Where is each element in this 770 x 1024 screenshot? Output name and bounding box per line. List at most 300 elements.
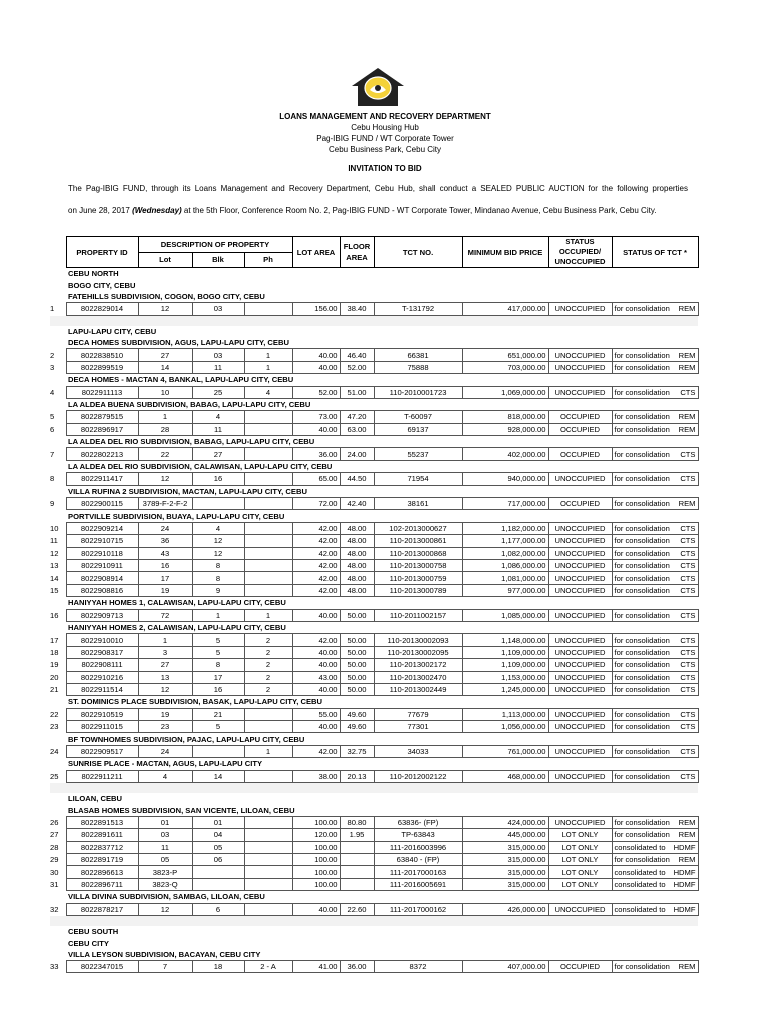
tct-status-text: for consolidation <box>614 685 670 695</box>
lot-area: 100.00 <box>292 853 340 865</box>
col-ph: Ph <box>244 252 292 268</box>
property-id: 8022910715 <box>66 535 138 547</box>
lot: 12 <box>138 903 192 915</box>
lot: 17 <box>138 572 192 584</box>
tct-number: 55237 <box>374 448 462 460</box>
tct-number: 77679 <box>374 708 462 720</box>
section-heading <box>50 374 698 386</box>
row-number: 6 <box>50 424 55 434</box>
lot-area: 72.00 <box>292 498 340 510</box>
property-id: 8022891719 <box>66 853 138 865</box>
tct-status-code: CTS <box>680 722 696 732</box>
tct-status <box>612 770 698 782</box>
tct-status <box>612 386 698 398</box>
section-label: LAPU-LAPU CITY, CEBU <box>68 326 157 336</box>
floor-area: 50.00 <box>340 609 374 621</box>
phase <box>244 841 292 853</box>
minimum-bid: 402,000.00 <box>462 448 548 460</box>
lot-area: 42.00 <box>292 547 340 559</box>
table-row <box>50 708 698 720</box>
floor-area: 46.40 <box>340 349 374 361</box>
minimum-bid: 1,182,000.00 <box>462 522 548 534</box>
phase <box>244 473 292 485</box>
lot-area: 120.00 <box>292 829 340 841</box>
section-label: BF TOWNHOMES SUBDIVISION, PAJAC, LAPU-LAPU CITY, CEBU <box>68 734 305 744</box>
table-row <box>50 866 698 878</box>
phase <box>244 303 292 315</box>
blk: 03 <box>192 303 244 315</box>
blk: 06 <box>192 853 244 865</box>
phase <box>244 547 292 559</box>
occupancy-status: LOT ONLY <box>548 841 612 853</box>
minimum-bid: 1,082,000.00 <box>462 547 548 559</box>
tct-number: 110-2013000789 <box>374 584 462 596</box>
tct-number: 110-2013002172 <box>374 659 462 671</box>
tct-number: TP-63843 <box>374 829 462 841</box>
tct-status-text: consolidated to <box>614 904 666 914</box>
floor-area: 49.60 <box>340 708 374 720</box>
intro-day: (Wednesday) <box>132 206 182 215</box>
tct-status-text: for consolidation <box>614 660 670 670</box>
property-id: 8022900115 <box>66 498 138 510</box>
phase <box>244 878 292 890</box>
lot-area: 55.00 <box>292 708 340 720</box>
lot-area: 100.00 <box>292 878 340 890</box>
col-description: DESCRIPTION OF PROPERTY <box>138 237 292 253</box>
section-label: VILLA LEYSON SUBDIVISION, BACAYAN, CEBU CITY <box>68 949 261 959</box>
section-heading <box>50 949 698 961</box>
blk: 1 <box>192 609 244 621</box>
tct-status <box>612 721 698 733</box>
row-number: 4 <box>50 387 55 397</box>
tct-status-code: REM <box>678 362 696 372</box>
row-number: 20 <box>50 672 59 682</box>
table-row <box>50 498 698 510</box>
occupancy-status: UNOCCUPIED <box>548 683 612 695</box>
tct-status-code: CTS <box>680 709 696 719</box>
table-row <box>50 721 698 733</box>
blk: 25 <box>192 386 244 398</box>
tct-status-text: consolidated to <box>614 867 666 877</box>
row-number: 29 <box>50 855 59 865</box>
tct-status <box>612 866 698 878</box>
lot-area: 36.00 <box>292 448 340 460</box>
tct-number: 102-2013000627 <box>374 522 462 534</box>
blk <box>192 878 244 890</box>
floor-area: 44.50 <box>340 473 374 485</box>
blk: 27 <box>192 448 244 460</box>
auction-table <box>50 236 699 973</box>
lot-area: 40.00 <box>292 721 340 733</box>
tct-status-text: for consolidation <box>614 362 670 372</box>
intro-line-1: The Pag-IBIG FUND, through its Loans Management and Recovery Department, Cebu Hub, shall conduct a SEALED PUBLIC AUCTION for the following properties <box>68 184 688 193</box>
park-address: Cebu Business Park, Cebu City <box>328 145 442 154</box>
phase <box>244 866 292 878</box>
occupancy-status: UNOCCUPIED <box>548 559 612 571</box>
lot-area: 52.00 <box>292 386 340 398</box>
row-number: 33 <box>50 962 59 972</box>
lot: 12 <box>138 683 192 695</box>
floor-area: 50.00 <box>340 683 374 695</box>
tct-status <box>612 646 698 658</box>
tct-number: 110-2011002157 <box>374 609 462 621</box>
blk: 11 <box>192 361 244 373</box>
minimum-bid: 315,000.00 <box>462 841 548 853</box>
section-heading <box>50 621 698 633</box>
tct-number: 66381 <box>374 349 462 361</box>
tct-number: 34033 <box>374 745 462 757</box>
tct-status-code: CTS <box>680 747 696 757</box>
tct-number: 110-2013000758 <box>374 559 462 571</box>
property-id: 8022837712 <box>66 841 138 853</box>
tct-number: 110-2013002449 <box>374 683 462 695</box>
minimum-bid: 424,000.00 <box>462 816 548 828</box>
floor-area: 1.95 <box>340 829 374 841</box>
property-id: 8022911514 <box>66 683 138 695</box>
tct-status <box>612 829 698 841</box>
minimum-bid: 468,000.00 <box>462 770 548 782</box>
section-heading <box>50 398 698 410</box>
tct-status-text: for consolidation <box>614 817 670 827</box>
document-title: INVITATION TO BID <box>348 164 422 173</box>
lot: 12 <box>138 473 192 485</box>
tct-status-code: CTS <box>680 387 696 397</box>
lot-area: 40.00 <box>292 349 340 361</box>
tct-status-text: consolidated to <box>614 879 666 889</box>
occupancy-status: UNOCCUPIED <box>548 349 612 361</box>
lot: 27 <box>138 659 192 671</box>
row-number: 28 <box>50 842 59 852</box>
floor-area: 20.13 <box>340 770 374 782</box>
lot: 3823-P <box>138 866 192 878</box>
occupancy-status: OCCUPIED <box>548 448 612 460</box>
floor-area: 50.00 <box>340 659 374 671</box>
phase <box>244 829 292 841</box>
phase <box>244 708 292 720</box>
floor-area: 50.00 <box>340 634 374 646</box>
floor-area <box>340 866 374 878</box>
phase <box>244 411 292 423</box>
minimum-bid: 1,086,000.00 <box>462 559 548 571</box>
floor-area: 48.00 <box>340 535 374 547</box>
row-number: 32 <box>50 904 59 914</box>
floor-area: 38.40 <box>340 303 374 315</box>
row-number: 23 <box>50 722 59 732</box>
tct-number: 63836- (FP) <box>374 816 462 828</box>
lot-area: 42.00 <box>292 745 340 757</box>
section-heading <box>50 510 698 522</box>
minimum-bid: 1,109,000.00 <box>462 659 548 671</box>
minimum-bid: 1,109,000.00 <box>462 646 548 658</box>
lot: 3789-F-2-F-2 <box>138 498 192 510</box>
lot: 36 <box>138 535 192 547</box>
phase: 1 <box>244 349 292 361</box>
property-id: 8022896613 <box>66 866 138 878</box>
phase <box>244 559 292 571</box>
table-row <box>50 584 698 596</box>
property-id: 8022908816 <box>66 584 138 596</box>
tct-status-text: for consolidation <box>614 855 670 865</box>
table-row <box>50 853 698 865</box>
lot-area: 65.00 <box>292 473 340 485</box>
blk: 14 <box>192 770 244 782</box>
tct-status <box>612 303 698 315</box>
occupancy-status: UNOCCUPIED <box>548 584 612 596</box>
section-heading <box>50 337 698 349</box>
pag-ibig-logo <box>350 66 406 108</box>
property-id: 8022911113 <box>66 386 138 398</box>
property-id: 8022908317 <box>66 646 138 658</box>
tct-status <box>612 961 698 973</box>
section-label: LILOAN, CEBU <box>68 794 122 804</box>
section-spacer <box>50 315 698 326</box>
phase: 2 <box>244 659 292 671</box>
table-row <box>50 659 698 671</box>
blk: 01 <box>192 816 244 828</box>
tct-number: 71954 <box>374 473 462 485</box>
section-label: HANIYYAH HOMES 1, CALAWISAN, LAPU-LAPU CITY, CEBU <box>68 598 286 608</box>
minimum-bid: 818,000.00 <box>462 411 548 423</box>
tct-status-code: CTS <box>680 610 696 620</box>
tct-number: 75888 <box>374 361 462 373</box>
tct-status-text: for consolidation <box>614 304 670 314</box>
blk: 6 <box>192 903 244 915</box>
tct-status-code: REM <box>678 304 696 314</box>
lot: 43 <box>138 547 192 559</box>
blk: 17 <box>192 671 244 683</box>
phase <box>244 721 292 733</box>
minimum-bid: 417,000.00 <box>462 303 548 315</box>
lot: 16 <box>138 559 192 571</box>
section-heading <box>50 733 698 745</box>
table-row <box>50 522 698 534</box>
lot: 23 <box>138 721 192 733</box>
blk: 4 <box>192 411 244 423</box>
tct-status-text: for consolidation <box>614 610 670 620</box>
tct-status-text: for consolidation <box>614 350 670 360</box>
blk: 12 <box>192 535 244 547</box>
lot-area: 42.00 <box>292 572 340 584</box>
tct-status <box>612 473 698 485</box>
tct-status-text: for consolidation <box>614 499 670 509</box>
occupancy-status: UNOCCUPIED <box>548 547 612 559</box>
occupancy-status: LOT ONLY <box>548 829 612 841</box>
table-row <box>50 609 698 621</box>
floor-area: 36.00 <box>340 961 374 973</box>
blk: 12 <box>192 547 244 559</box>
property-id: 8022909214 <box>66 522 138 534</box>
lot: 03 <box>138 829 192 841</box>
row-number: 16 <box>50 610 59 620</box>
section-heading <box>50 597 698 609</box>
section-heading <box>50 804 698 816</box>
table-row <box>50 349 698 361</box>
tct-number: 110-2013002470 <box>374 671 462 683</box>
blk: 8 <box>192 559 244 571</box>
tct-status <box>612 411 698 423</box>
table-row <box>50 361 698 373</box>
section-label: PORTVILLE SUBDIVISION, BUAYA, LAPU-LAPU CITY, CEBU <box>68 511 285 521</box>
section-heading <box>50 279 698 290</box>
tct-status-code: HDMF <box>673 879 696 889</box>
occupancy-status: UNOCCUPIED <box>548 535 612 547</box>
property-id: 8022910519 <box>66 708 138 720</box>
minimum-bid: 315,000.00 <box>462 853 548 865</box>
minimum-bid: 407,000.00 <box>462 961 548 973</box>
tct-number: 110-2012002122 <box>374 770 462 782</box>
tct-status <box>612 584 698 596</box>
tct-status <box>612 423 698 435</box>
tct-number: 110-2013000759 <box>374 572 462 584</box>
row-number: 30 <box>50 867 59 877</box>
occupancy-status: OCCUPIED <box>548 498 612 510</box>
phase <box>244 535 292 547</box>
tct-status-code: CTS <box>680 672 696 682</box>
tct-status-code: CTS <box>680 685 696 695</box>
tct-status <box>612 609 698 621</box>
floor-area: 50.00 <box>340 646 374 658</box>
tct-status-text: for consolidation <box>614 412 670 422</box>
lot: 28 <box>138 423 192 435</box>
lot-area: 100.00 <box>292 816 340 828</box>
table-row <box>50 448 698 460</box>
lot-area: 40.00 <box>292 423 340 435</box>
property-id: 8022908914 <box>66 572 138 584</box>
phase: 2 <box>244 671 292 683</box>
lot: 13 <box>138 671 192 683</box>
tct-status-code: CTS <box>680 660 696 670</box>
col-status-tct: STATUS OF TCT * <box>612 237 698 268</box>
tct-number: T-131792 <box>374 303 462 315</box>
lot-area: 40.00 <box>292 659 340 671</box>
minimum-bid: 315,000.00 <box>462 866 548 878</box>
lot-area: 42.00 <box>292 535 340 547</box>
tct-status-code: REM <box>678 424 696 434</box>
tct-status-code: HDMF <box>673 904 696 914</box>
letterhead <box>0 111 770 155</box>
occupancy-status: UNOCCUPIED <box>548 522 612 534</box>
tct-status-text: for consolidation <box>614 449 670 459</box>
table-row <box>50 671 698 683</box>
minimum-bid: 1,056,000.00 <box>462 721 548 733</box>
blk: 18 <box>192 961 244 973</box>
row-number: 9 <box>50 499 55 509</box>
lot-area: 41.00 <box>292 961 340 973</box>
tct-number: 38161 <box>374 498 462 510</box>
lot: 19 <box>138 708 192 720</box>
tct-status-text: for consolidation <box>614 474 670 484</box>
occupancy-status: OCCUPIED <box>548 423 612 435</box>
floor-area: 63.00 <box>340 423 374 435</box>
property-id: 8022910216 <box>66 671 138 683</box>
tct-status-text: for consolidation <box>614 536 670 546</box>
lot-area: 73.00 <box>292 411 340 423</box>
col-blk: Blk <box>192 252 244 268</box>
minimum-bid: 940,000.00 <box>462 473 548 485</box>
occupancy-status: UNOCCUPIED <box>548 361 612 373</box>
lot: 1 <box>138 411 192 423</box>
lot: 12 <box>138 303 192 315</box>
lot: 3 <box>138 646 192 658</box>
table-row <box>50 841 698 853</box>
property-id: 8022891611 <box>66 829 138 841</box>
lot-area: 43.00 <box>292 671 340 683</box>
tct-status <box>612 522 698 534</box>
section-label: BOGO CITY, CEBU <box>68 280 136 290</box>
phase <box>244 572 292 584</box>
table-row <box>50 547 698 559</box>
table-row <box>50 634 698 646</box>
property-id: 8022896711 <box>66 878 138 890</box>
minimum-bid: 1,113,000.00 <box>462 708 548 720</box>
tct-status-code: CTS <box>680 561 696 571</box>
intro-date: on June 28, 2017 <box>68 206 133 215</box>
floor-area: 50.00 <box>340 671 374 683</box>
tct-status-code: REM <box>678 855 696 865</box>
tct-number: 110-2013000868 <box>374 547 462 559</box>
tct-status-code: CTS <box>680 573 696 583</box>
tct-status <box>612 878 698 890</box>
tct-status-text: for consolidation <box>614 747 670 757</box>
phase <box>244 816 292 828</box>
occupancy-status: UNOCCUPIED <box>548 634 612 646</box>
property-id: 8022911211 <box>66 770 138 782</box>
row-number: 3 <box>50 362 55 372</box>
tct-status-text: for consolidation <box>614 524 670 533</box>
tct-status <box>612 659 698 671</box>
lot: 27 <box>138 349 192 361</box>
col-status: STATUS OCCUPIED/ UNOCCUPIED <box>548 237 612 268</box>
tct-number: 111-2017000162 <box>374 903 462 915</box>
phase <box>244 770 292 782</box>
occupancy-status: UNOCCUPIED <box>548 303 612 315</box>
occupancy-status: LOT ONLY <box>548 853 612 865</box>
phase: 1 <box>244 361 292 373</box>
property-id: 8022347015 <box>66 961 138 973</box>
row-number: 27 <box>50 830 59 840</box>
section-label: CEBU SOUTH <box>68 927 119 937</box>
tct-status <box>612 572 698 584</box>
tct-status-text: for consolidation <box>614 962 670 972</box>
tct-status <box>612 683 698 695</box>
minimum-bid: 1,177,000.00 <box>462 535 548 547</box>
property-id: 8022910118 <box>66 547 138 559</box>
occupancy-status: UNOCCUPIED <box>548 572 612 584</box>
tct-number: 8372 <box>374 961 462 973</box>
minimum-bid: 1,081,000.00 <box>462 572 548 584</box>
section-heading <box>50 758 698 770</box>
lot-area: 40.00 <box>292 683 340 695</box>
row-number: 5 <box>50 412 55 422</box>
property-id: 8022899519 <box>66 361 138 373</box>
section-heading <box>50 891 698 903</box>
section-label: SUNRISE PLACE - MACTAN, AGUS, LAPU-LAPU CITY <box>68 759 263 769</box>
col-lot-area: LOT AREA <box>292 237 340 268</box>
floor-area: 51.00 <box>340 386 374 398</box>
lot-area: 40.00 <box>292 903 340 915</box>
blk: 9 <box>192 584 244 596</box>
property-id: 8022802213 <box>66 448 138 460</box>
row-number: 13 <box>50 561 59 571</box>
lot: 10 <box>138 386 192 398</box>
occupancy-status: UNOCCUPIED <box>548 473 612 485</box>
blk: 21 <box>192 708 244 720</box>
row-number: 26 <box>50 817 59 827</box>
lot: 4 <box>138 770 192 782</box>
occupancy-status: UNOCCUPIED <box>548 745 612 757</box>
col-property-id: PROPERTY ID <box>66 237 138 268</box>
lot-area: 40.00 <box>292 361 340 373</box>
